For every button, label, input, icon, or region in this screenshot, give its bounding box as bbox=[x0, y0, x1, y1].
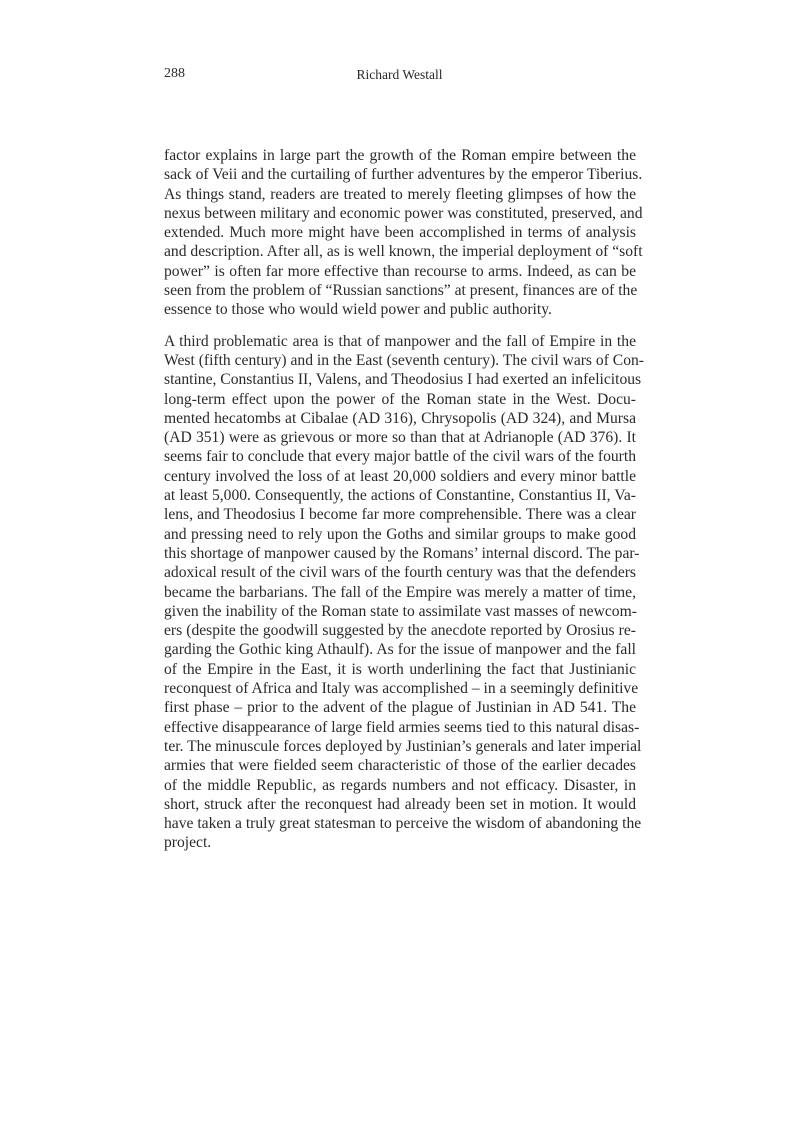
text-line: of the Empire in the East, it is worth underlining the fact that Justinianic bbox=[164, 660, 636, 678]
text-line: ter. The minuscule forces deployed by Justinian’s generals and later imperial bbox=[164, 737, 642, 755]
text-line: essence to those who would wield power and public authority. bbox=[164, 301, 552, 319]
text-line: have taken a truly great statesman to perceive the wisdom of abandoning the bbox=[164, 815, 642, 833]
text-line: mented hecatombs at Cibalae (AD 316), Chrysopolis (AD 324), and Mursa bbox=[164, 409, 636, 427]
text-line: West (fifth century) and in the East (seventh century). The civil wars of Con- bbox=[164, 351, 644, 369]
text-line: A third problematic area is that of manpower and the fall of Empire in the bbox=[164, 332, 636, 350]
text-line: project. bbox=[164, 834, 212, 852]
text-line: lens, and Theodosius I become far more comprehensible. There was a clear bbox=[164, 506, 636, 524]
text-line: (AD 351) were as grievous or more so than that at Adrianople (AD 376). It bbox=[164, 429, 636, 447]
text-line: garding the Gothic king Athaulf). As for the issue of manpower and the fall bbox=[164, 641, 636, 659]
text-line: armies that were fielded seem characteristic of those of the earlier decades bbox=[164, 757, 636, 775]
text-line: given the inability of the Roman state to assimilate vast masses of newcom- bbox=[164, 602, 637, 620]
text-line: effective disappearance of large field armies seems tied to this natural disas- bbox=[164, 718, 640, 736]
text-line: adoxical result of the civil wars of the fourth century was that the defenders bbox=[164, 564, 636, 582]
text-line: century involved the loss of at least 20,000 soldiers and every minor battle bbox=[164, 467, 636, 485]
text-line: seen from the problem of “Russian sanctions” at present, finances are of the bbox=[164, 282, 638, 300]
text-line: long-term effect upon the power of the Roman state in the West. Docu- bbox=[164, 390, 636, 408]
text-line: seems fair to conclude that every major battle of the civil wars of the fourth bbox=[164, 448, 636, 466]
text-line: this shortage of manpower caused by the Romans’ internal discord. The par- bbox=[164, 544, 640, 562]
text-line: nexus between military and economic power was constituted, preserved, and bbox=[164, 204, 643, 222]
text-line: stantine, Constantius II, Valens, and Theodosius I had exerted an infelicitous bbox=[164, 371, 642, 389]
text-line: extended. Much more might have been accomplished in terms of analysis bbox=[164, 224, 636, 242]
text-line: factor explains in large part the growth of the Roman empire between the bbox=[164, 147, 636, 164]
page-number: 288 bbox=[164, 66, 185, 81]
text-line: of the middle Republic, as regards numbers and not efficacy. Disaster, in bbox=[164, 776, 636, 794]
paragraph bbox=[164, 332, 644, 853]
text-line: short, struck after the reconquest had already been set in motion. It would bbox=[164, 795, 636, 813]
text-line: and description. After all, as is well known, the imperial deployment of “soft bbox=[164, 243, 643, 261]
running-head: Richard Westall bbox=[356, 67, 443, 82]
text-line: reconquest of Africa and Italy was accomplished – in a seemingly definitive bbox=[164, 680, 639, 698]
text-line: at least 5,000. Consequently, the actions of Constantine, Constantius II, Va- bbox=[164, 487, 636, 505]
text-line: sack of Veii and the curtailing of further adventures by the emperor Tiberius. bbox=[164, 166, 643, 184]
text-line: first phase – prior to the advent of the plague of Justinian in AD 541. The bbox=[164, 699, 636, 717]
body-text bbox=[164, 146, 644, 865]
text-line: power” is often far more effective than recourse to arms. Indeed, as can be bbox=[164, 262, 636, 280]
text-line: and pressing need to rely upon the Goths and similar groups to make good bbox=[164, 525, 636, 543]
text-line: ers (despite the goodwill suggested by the anecdote reported by Orosius re- bbox=[164, 622, 636, 640]
paragraph bbox=[164, 146, 643, 320]
text-line: As things stand, readers are treated to merely fleeting glimpses of how the bbox=[164, 185, 636, 203]
text-line: became the barbarians. The fall of the Empire was merely a matter of time, bbox=[164, 583, 636, 601]
